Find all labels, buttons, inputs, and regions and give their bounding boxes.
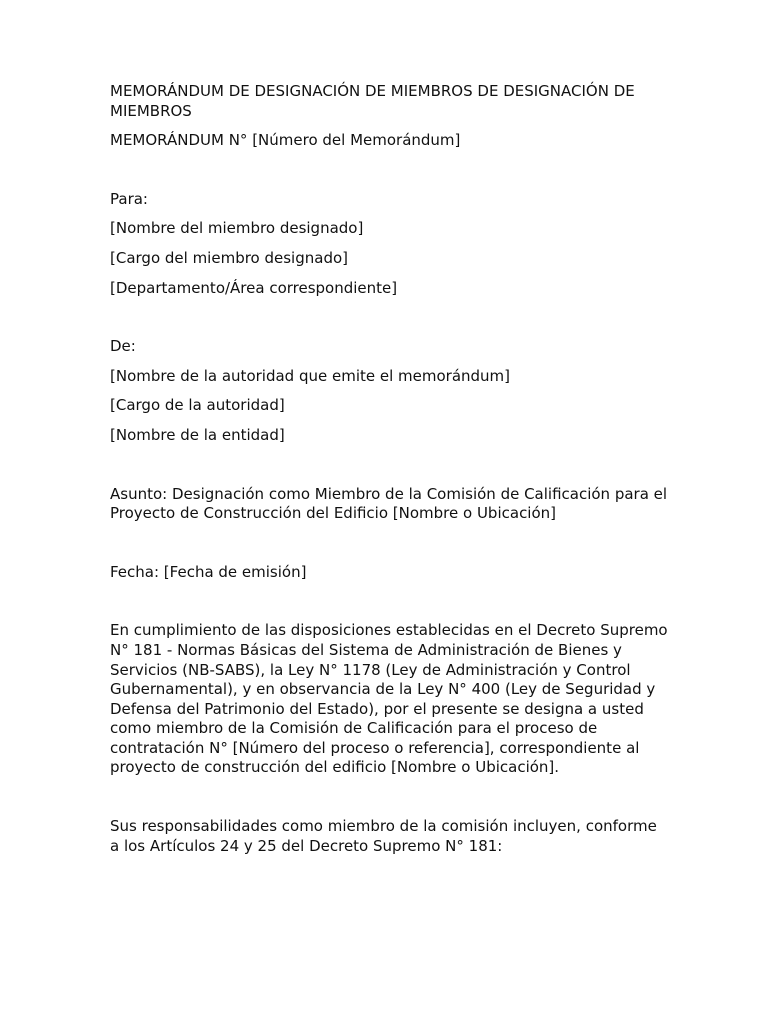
sender-block xyxy=(110,337,670,445)
memo-title: MEMORÁNDUM DE DESIGNACIÓN DE MIEMBROS DE DESIGNACIÓN DE MIEMBROS xyxy=(110,82,635,120)
memo-date: Fecha: [Fecha de emisión] xyxy=(110,562,307,581)
recipient-name: [Nombre del miembro designado] xyxy=(110,219,364,238)
memo-number: MEMORÁNDUM N° [Número del Memorándum] xyxy=(110,131,461,150)
sender-entity: [Nombre de la entidad] xyxy=(110,425,285,444)
recipient-label: Para: xyxy=(110,189,148,208)
memo-document xyxy=(110,82,670,856)
sender-name: [Nombre de la autoridad que emite el memorándum] xyxy=(110,366,511,385)
recipient-position: [Cargo del miembro designado] xyxy=(110,248,349,267)
body-paragraph: Sus responsabilidades como miembro de la comisión incluyen, conforme a los Artículos 24 y 25 del Decreto Supremo N° 181: xyxy=(110,817,657,855)
recipient-block xyxy=(110,190,670,298)
recipient-department: [Departamento/Área correspondiente] xyxy=(110,278,398,297)
sender-label: De: xyxy=(110,337,136,356)
sender-position: [Cargo de la autoridad] xyxy=(110,396,285,415)
body-paragraph: En cumplimiento de las disposiciones establecidas en el Decreto Supremo N° 181 - Normas Básicas del Sistema de Administración de Bienes y Servicios (NB-SABS), la Ley N° 1178 (Ley de Administración y Control Gubernamental), y en observancia de la Ley N° 400 (Ley de Seguridad y Defensa del Patrimonio del Estado), por el presente se designa a usted como miembro de la Comisión de Calificación para el proceso de contratación N° [Número del proceso o referencia], correspondiente al proyecto de construcción del edificio [Nombre o Ubicación]. xyxy=(110,621,668,777)
memo-subject: Asunto: Designación como Miembro de la Comisión de Calificación para el Proyecto de Construcción del Edificio [Nombre o Ubicación] xyxy=(110,484,668,523)
